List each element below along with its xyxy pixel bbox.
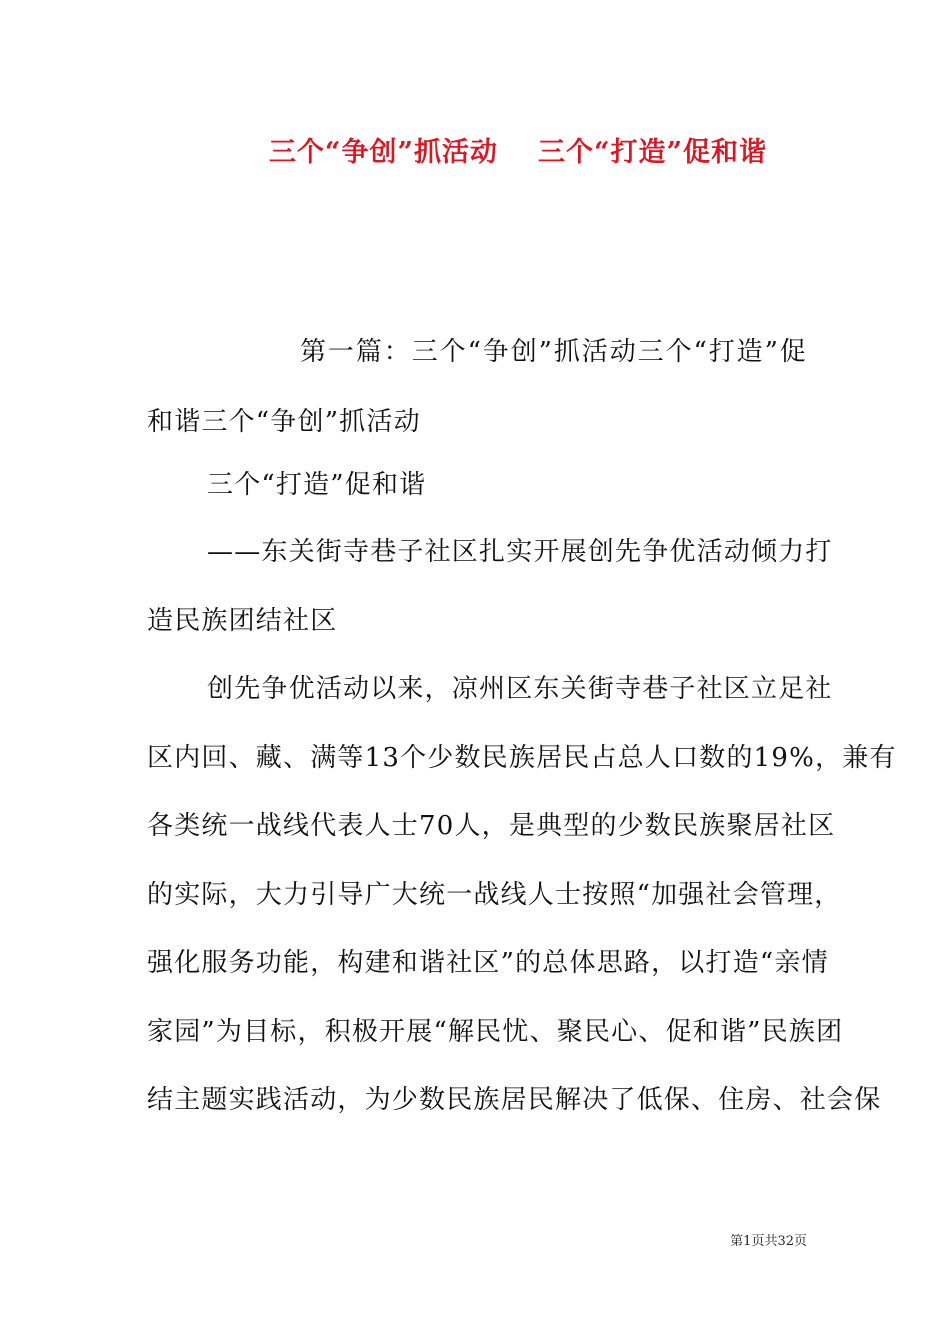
document-title [0,130,950,169]
body-line-3: 三个“打造”促和谐 [207,470,427,500]
body-line-7: 区内回、藏、满等13个少数民族居民占总人口数的19%，兼有 [147,743,897,773]
body-line-2: 和谐三个“争创”抓活动 [147,407,421,437]
body-line-5: 造民族团结社区 [147,606,338,636]
body-line-9: 的实际，大力引导广大统一战线人士按照“加强社会管理， [147,880,842,910]
body-line-12: 结主题实践活动，为少数民族居民解决了低保、住房、社会保 [147,1085,882,1115]
body-line-10: 强化服务功能，构建和谐社区”的总体思路，以打造“亲情 [147,948,829,978]
title-part-1: 三个“争创”抓活动 [268,137,498,168]
body-line-1: 第一篇：三个“争创”抓活动三个“打造”促 [300,337,807,367]
body-line-8: 各类统一战线代表人士70人，是典型的少数民族聚居社区 [147,811,836,841]
title-part-2: 三个“打造”促和谐 [538,137,768,168]
page-footer: 第1页共32页 [730,1234,807,1249]
body-line-11: 家园”为目标，积极开展“解民忧、聚民心、促和谐”民族团 [147,1017,844,1047]
body-line-4: ——东关街寺巷子社区扎实开展创先争优活动倾力打 [207,537,833,567]
body-line-6: 创先争优活动以来，凉州区东关街寺巷子社区立足社 [207,674,833,704]
